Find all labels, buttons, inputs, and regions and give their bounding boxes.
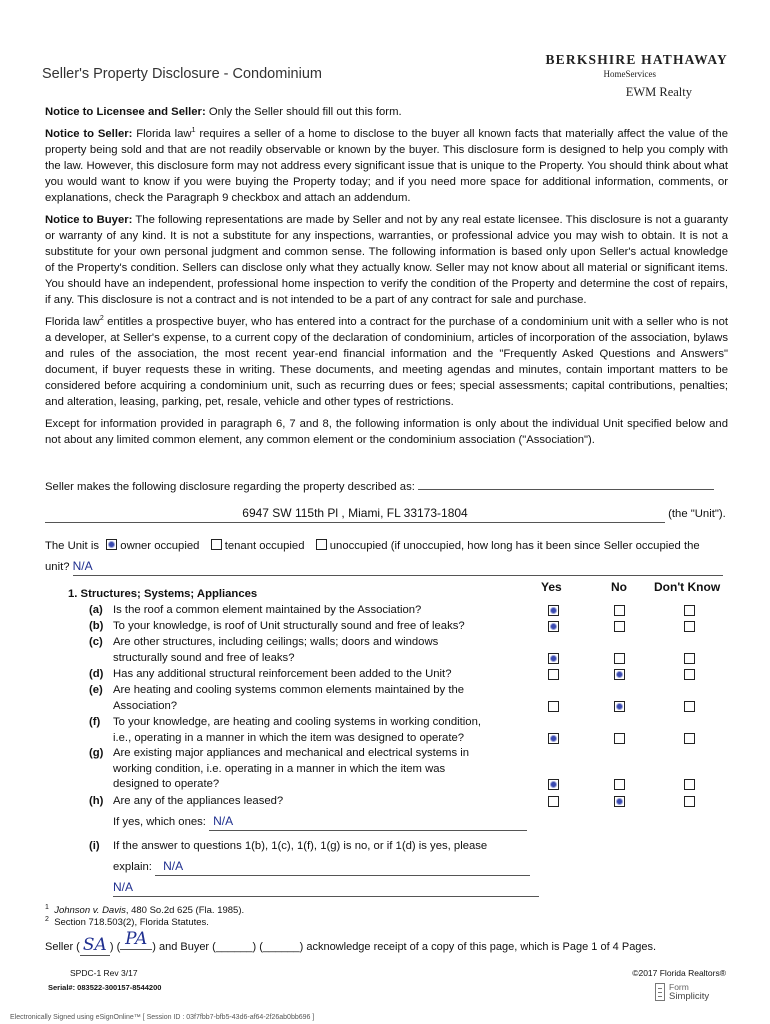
- item-g-dk-checkbox[interactable]: [684, 779, 695, 790]
- item-text-continued: [89, 699, 529, 715]
- formsimplicity-logo: [655, 983, 709, 1001]
- copyright: ©2017 Florida Realtors®: [632, 968, 726, 978]
- item-b-dk-checkbox[interactable]: [684, 621, 695, 632]
- item-h: [89, 794, 529, 810]
- item-text: Are existing major appliances and mechanical and electrical systems in: [113, 747, 470, 759]
- notices-block: [45, 104, 728, 454]
- item-f-dk-checkbox[interactable]: [684, 733, 695, 744]
- item-g-no-checkbox[interactable]: [614, 779, 625, 790]
- brand-logo: [545, 52, 728, 100]
- item-e-dk-checkbox[interactable]: [684, 701, 695, 712]
- item-c: [89, 635, 529, 666]
- col-dontknow-header: Don't Know: [654, 580, 721, 594]
- item-a-dk-checkbox[interactable]: [684, 605, 695, 616]
- acknowledgement-row: Seller ( SA ) ( PA ) and Buyer (______) (______) acknowledge receipt of a copy of this page, which is Page 1 of 4 Pages.: [45, 929, 657, 955]
- property-blank-line: [418, 489, 714, 490]
- item-label: (g): [89, 747, 104, 759]
- item-text: To your knowledge, are heating and cooling systems in working condition,: [113, 716, 481, 728]
- notice-licensee: Notice to Licensee and Seller: Only the Seller should fill out this form.: [45, 106, 402, 118]
- item-f-no-checkbox[interactable]: [614, 733, 625, 744]
- brand-form: Form: [669, 982, 689, 992]
- seller-initial-1[interactable]: SA: [80, 935, 110, 956]
- if-yes-field[interactable]: N/A: [209, 814, 527, 831]
- occupancy-row: The Unit is owner occupied tenant occupied unoccupied (if unoccupied, how long has it been since Seller occupied the: [45, 540, 700, 552]
- item-text: Are any of the appliances leased?: [113, 795, 284, 807]
- item-label: (a): [89, 604, 103, 616]
- seller-initial-2[interactable]: PA: [120, 929, 152, 950]
- serial-number: Serial#: 083522-300157-8544200: [48, 983, 162, 992]
- document-icon: [655, 983, 665, 1001]
- item-a-yes-checkbox[interactable]: [548, 605, 559, 616]
- logo-line2: HomeServices: [603, 69, 656, 79]
- notice-seller: Notice to Seller: Florida law$^1$ requires a seller of a home to disclose to the buyer all known facts that materially affect the value of the property being sold and that are not readily observable or known by the buyer. This disclosure form is designed to help you comply with the law. However, this disclosure form may not address every significant issue that is unique to the Property. You should think about what you would want to know if you were buying the Property today; and if you need more space for additional information, comments, or explanations, check the Paragraph 9 checkbox and attach an addendum.: [45, 127, 728, 204]
- item-text: working condition, i.e. operating in a manner in which the item was: [113, 762, 446, 775]
- item-h-yes-checkbox[interactable]: [548, 796, 559, 807]
- item-b-no-checkbox[interactable]: [614, 621, 625, 632]
- item-text: i.e., operating in a manner in which the item was designed to operate?: [113, 731, 465, 744]
- item-text-continued: [89, 777, 529, 793]
- unoccupied-duration-field[interactable]: N/A: [73, 559, 723, 576]
- form-id: SPDC-1 Rev 3/17: [70, 968, 138, 978]
- notice-buyer: Notice to Buyer: The following representations are made by Seller and not by any real estate licensee. This disclosure is not a guaranty or warranty of any kind. It is not a substitute for any inspections, warranties, or professional advice you may wish to obtain. It is not a substitute for your own personal judgment and common sense. The following information is based only upon Seller's actual knowledge of the Property's condition. Sellers can disclose only what they actually know. Seller may not know about all material or significant items. You should have an independent, professional home inspection to verify the condition of the Property and determine the cost of repairs, if any. This disclosure is not a contract and is not intended to be a part of any contract for sale and purchase.: [45, 214, 729, 306]
- item-g-yes-checkbox[interactable]: [548, 779, 559, 790]
- item-label: (d): [89, 668, 104, 680]
- item-d-dk-checkbox[interactable]: [684, 669, 695, 680]
- florida-law-paragraph: Florida law$^2$ entitles a prospective buyer, who has entered into a contract for the purchase of a condominium unit with a seller who is not a developer, at Seller's expense, to a current copy of the declaration of condominium, articles of incorporation of the association, bylaws and rules of the association, the most recent year-end financial information and the "Frequently Asked Questions and Answers" document, if buyer requests these in writing. These documents, and meeting agendas and minutes, contain important matters to be considered before acquiring a condominium unit, such as recurring dues or fees; special assessments; capital contributions, penalties; and alteration, leasing, parking, pet, resale, vehicle and other types of restrictions.: [45, 315, 728, 408]
- item-text: Has any additional structural reinforcement been added to the Unit?: [113, 668, 452, 680]
- item-i: (i) If the answer to questions 1(b), 1(c), 1(f), 1(g) is no, or if 1(d) is yes, please: [89, 840, 488, 852]
- item-text: Association?: [113, 699, 178, 712]
- item-text: Are other structures, including ceilings; walls; doors and windows: [113, 636, 439, 648]
- item-text: structurally sound and free of leaks?: [113, 651, 295, 664]
- property-address-field[interactable]: 6947 SW 115th Pl , Miami, FL 33173-1804: [45, 506, 665, 523]
- logo-line3: EWM Realty: [625, 85, 692, 99]
- item-c-dk-checkbox[interactable]: [684, 653, 695, 664]
- item-c-yes-checkbox[interactable]: [548, 653, 559, 664]
- item-d-no-checkbox[interactable]: [614, 669, 625, 680]
- section1-heading: 1. Structures; Systems; Appliances: [68, 588, 258, 600]
- property-intro-line: Seller makes the following disclosure regarding the property described as:: [45, 480, 728, 496]
- item-d-yes-checkbox[interactable]: [548, 669, 559, 680]
- item-text: To your knowledge, is roof of Unit structurally sound and free of leaks?: [113, 620, 465, 632]
- item-h-dk-checkbox[interactable]: [684, 796, 695, 807]
- item-e: [89, 683, 529, 714]
- unoccupied-checkbox[interactable]: [316, 539, 327, 550]
- item-text-continued: [89, 651, 529, 667]
- item-h-no-checkbox[interactable]: [614, 796, 625, 807]
- property-address-line: 6947 SW 115th Pl , Miami, FL 33173-1804 (the "Unit").: [45, 506, 728, 523]
- footnote-1: $^1$ Johnson v. Davis, 480 So.2d 625 (Fla. 1985).: [45, 903, 245, 916]
- item-label: (f): [89, 716, 101, 728]
- footnote-2: $^2$ Section 718.503(2), Florida Statutes.: [45, 915, 209, 928]
- item-g: [89, 746, 529, 793]
- item-a: [89, 603, 529, 619]
- item-e-yes-checkbox[interactable]: [548, 701, 559, 712]
- if-yes-row: If yes, which ones: N/A: [113, 814, 527, 831]
- unit-question-row: unit? N/A: [45, 559, 728, 576]
- logo-line1: BERKSHIRE HATHAWAY: [545, 52, 728, 67]
- explain-field-2[interactable]: N/A: [113, 880, 539, 897]
- page-title: Seller's Property Disclosure - Condominium: [42, 66, 322, 82]
- item-text-continued: [89, 731, 529, 747]
- item-e-no-checkbox[interactable]: [614, 701, 625, 712]
- item-b-yes-checkbox[interactable]: [548, 621, 559, 632]
- item-c-no-checkbox[interactable]: [614, 653, 625, 664]
- explain-row-2: [113, 880, 539, 897]
- item-f: [89, 715, 529, 746]
- item-b: [89, 619, 529, 635]
- item-f-yes-checkbox[interactable]: [548, 733, 559, 744]
- col-yes-header: Yes: [541, 580, 562, 594]
- except-paragraph: Except for information provided in paragraph 6, 7 and 8, the following information is only about the individual Unit specified below and not about any limited common element, any common element or the condominium association ("Association").: [45, 418, 728, 446]
- item-text: designed to operate?: [113, 778, 220, 791]
- explain-row: explain: N/A: [113, 859, 530, 876]
- item-label: (c): [89, 636, 103, 648]
- item-d: [89, 667, 529, 683]
- item-text: Is the roof a common element maintained by the Association?: [113, 604, 422, 616]
- brand-simplicity: Simplicity: [669, 991, 710, 1002]
- tenant-occupied-checkbox[interactable]: [211, 539, 222, 550]
- item-text: Are heating and cooling systems common elements maintained by the: [113, 684, 465, 696]
- explain-field[interactable]: N/A: [155, 859, 530, 876]
- item-label: (e): [89, 684, 103, 696]
- owner-occupied-checkbox[interactable]: [106, 539, 117, 550]
- item-text-continued: [89, 762, 529, 778]
- item-a-no-checkbox[interactable]: [614, 605, 625, 616]
- item-label: (b): [89, 620, 104, 632]
- item-label: (h): [89, 795, 104, 807]
- esign-footer: Electronically Signed using eSignOnline™ [ Session ID : 03f7fbb7-bfb5-43d6-af64-2f26ab0bb696 ]: [10, 1014, 315, 1021]
- col-no-header: No: [611, 580, 627, 594]
